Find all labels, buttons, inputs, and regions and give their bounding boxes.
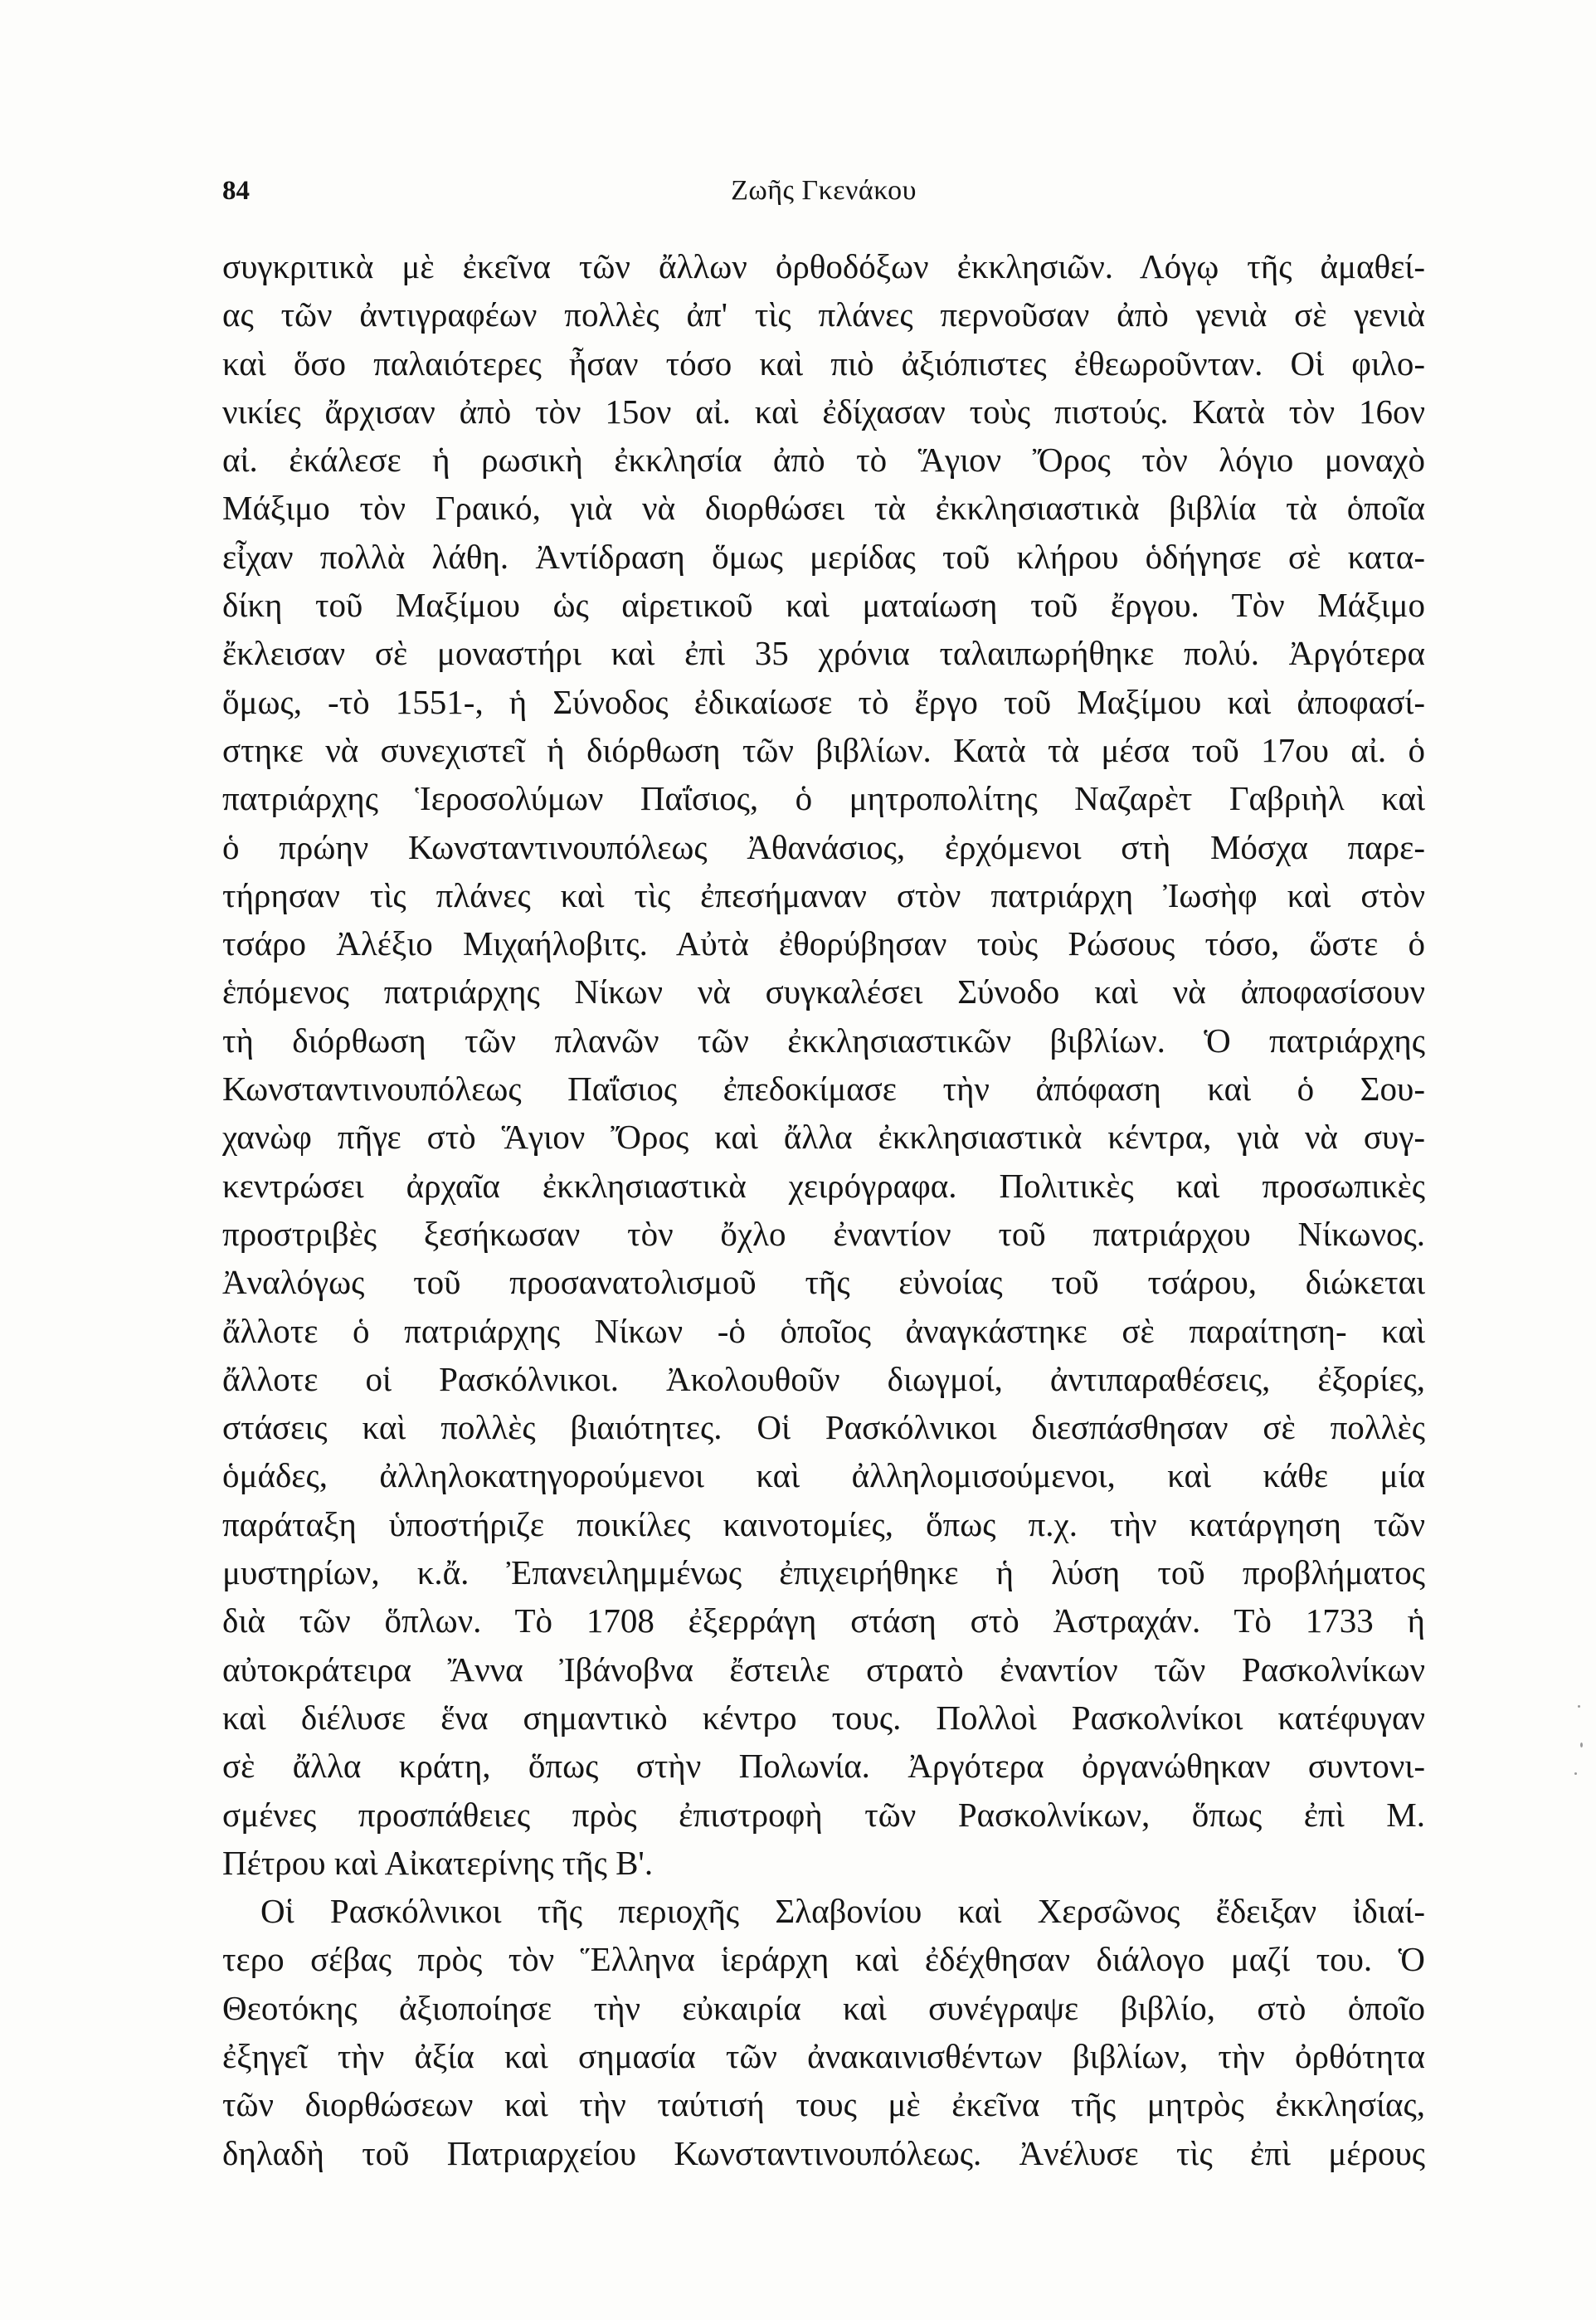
text-line: καὶ ὅσο παλαιότερες ἦσαν τόσο καὶ πιὸ ἀξιόπιστες ἐθεωροῦνταν. Οἱ φιλο- [222,344,1425,383]
text-line: τῶν διορθώσεων καὶ τὴν ταύτισή τους μὲ ἐκεῖνα τῆς μητρὸς ἐκκλησίας, [222,2085,1425,2124]
paragraph [222,1887,1425,2177]
scan-speck [1574,1772,1577,1775]
text-line: τερο σέβας πρὸς τὸν Ἕλληνα ἱεράρχη καὶ ἐδέχθησαν διάλογο μαζί του. Ὁ [222,1940,1425,1979]
text-line: τήρησαν τὶς πλάνες καὶ τὶς ἐπεσήμαναν στὸν πατριάρχη Ἰωσὴφ καὶ στὸν [222,875,1425,914]
text-line: Ἀναλόγως τοῦ προσανατολισμοῦ τῆς εὐνοίας τοῦ τσάρου, διώκεται [222,1263,1425,1302]
text-line: κεντρώσει ἀρχαῖα ἐκκλησιαστικὰ χειρόγραφα. Πολιτικὲς καὶ προσωπικὲς [222,1166,1425,1205]
page-number: 84 [222,176,250,206]
text-line: Θεοτόκης ἀξιοποίησε τὴν εὐκαιρία καὶ συνέγραψε βιβλίο, στὸ ὁποῖο [222,1988,1425,2027]
text-line: παράταξη ὑποστήριζε ποικίλες καινοτομίες, ὅπως π.χ. τὴν κατάργηση τῶν [222,1504,1425,1543]
text-line: χανὼφ πῆγε στὸ Ἅγιον Ὄρος καὶ ἄλλα ἐκκλησιαστικὰ κέντρα, γιὰ νὰ συγ- [222,1118,1425,1157]
text-line: Μάξιμο τὸν Γραικό, γιὰ νὰ διορθώσει τὰ ἐκκλησιαστικὰ βιβλία τὰ ὁποῖα [222,489,1425,528]
text-line: μυστηρίων, κ.ἄ. Ἐπανειλημμένως ἐπιχειρήθηκε ἡ λύση τοῦ προβλήματος [222,1553,1425,1592]
text-line: ὁ πρώην Κωνσταντινουπόλεως Ἀθανάσιος, ἐρχόμενοι στὴ Μόσχα παρε- [222,827,1425,866]
text-line: νικίες ἄρχισαν ἀπὸ τὸν 15ον αἰ. καὶ ἐδίχασαν τοὺς πιστούς. Κατὰ τὸν 16ον [222,392,1425,431]
text-line: ἄλλοτε ὁ πατριάρχης Νίκων -ὁ ὁποῖος ἀναγκάστηκε σὲ παραίτηση- καὶ [222,1311,1425,1350]
text-line: συγκριτικὰ μὲ ἐκεῖνα τῶν ἄλλων ὀρθοδόξων ἐκκλησιῶν. Λόγῳ τῆς ἀμαθεί- [222,247,1425,285]
text-line: ἔκλεισαν σὲ μοναστήρι καὶ ἐπὶ 35 χρόνια ταλαιπωρήθηκε πολύ. Ἀργότερα [222,634,1425,673]
paragraph [222,242,1425,1887]
text-line: Πέτρου καὶ Αἰκατερίνης τῆς Β'. [222,1843,654,1882]
text-line: διὰ τῶν ὅπλων. Τὸ 1708 ἐξερράγη στάση στὸ Ἀστραχάν. Τὸ 1733 ἡ [222,1601,1425,1640]
running-title: Ζωῆς Γκενάκου [731,175,917,206]
text-line: Οἱ Ρασκόλνικοι τῆς περιοχῆς Σλαβονίου καὶ Χερσῶνος ἔδειξαν ἰδιαί- [260,1892,1425,1931]
text-line: σὲ ἄλλα κράτη, ὅπως στὴν Πολωνία. Ἀργότερα ὀργανώθηκαν συντονι- [222,1747,1425,1786]
text-line: στηκε νὰ συνεχιστεῖ ἡ διόρθωση τῶν βιβλίων. Κατὰ τὰ μέσα τοῦ 17ου αἰ. ὁ [222,730,1425,769]
text-line: ἄλλοτε οἱ Ρασκόλνικοι. Ἀκολουθοῦν διωγμοί, ἀντιπαραθέσεις, ἐξορίες, [222,1359,1425,1398]
text-line: Κωνσταντινουπόλεως Παΐσιος ἐπεδοκίμασε τὴν ἀπόφαση καὶ ὁ Σου- [222,1070,1425,1109]
text-line: αὐτοκράτειρα Ἄννα Ἰβάνοβνα ἔστειλε στρατὸ ἐναντίον τῶν Ρασκολνίκων [222,1650,1425,1689]
text-line: ἐξηγεῖ τὴν ἀξία καὶ σημασία τῶν ἀνακαινισθέντων βιβλίων, τὴν ὀρθότητα [222,2036,1425,2075]
text-line: τὴ διόρθωση τῶν πλανῶν τῶν ἐκκλησιαστικῶν βιβλίων. Ὁ πατριάρχης [222,1021,1425,1060]
text-line: προστριβὲς ξεσήκωσαν τὸν ὄχλο ἐναντίον τοῦ πατριάρχου Νίκωνος. [222,1214,1425,1253]
text-line: δηλαδὴ τοῦ Πατριαρχείου Κωνσταντινουπόλεως. Ἀνέλυσε τὶς ἐπὶ μέρους [222,2133,1425,2172]
text-line: ας τῶν ἀντιγραφέων πολλὲς ἀπ' τὶς πλάνες περνοῦσαν ἀπὸ γενιὰ σὲ γενιὰ [222,295,1425,334]
text-line: τσάρο Ἀλέξιο Μιχαήλοβιτς. Αὐτὰ ἐθορύβησαν τοὺς Ρώσους τόσο, ὥστε ὁ [222,924,1425,963]
scan-speck [1580,1742,1583,1747]
text-line: στάσεις καὶ πολλὲς βιαιότητες. Οἱ Ρασκόλνικοι διεσπάσθησαν σὲ πολλὲς [222,1408,1425,1447]
text-line: ὁμάδες, ἀλληλοκατηγορούμενοι καὶ ἀλληλομισούμενοι, καὶ κάθε μία [222,1456,1425,1495]
text-line: καὶ διέλυσε ἕνα σημαντικὸ κέντρο τους. Πολλοὶ Ρασκολνίκοι κατέφυγαν [222,1698,1425,1737]
text-line: εἶχαν πολλὰ λάθη. Ἀντίδραση ὅμως μερίδας τοῦ κλήρου ὁδήγησε σὲ κατα- [222,537,1425,576]
text-line: ἑπόμενος πατριάρχης Νίκων νὰ συγκαλέσει Σύνοδο καὶ νὰ ἀποφασίσουν [222,972,1425,1011]
text-line: πατριάρχης Ἱεροσολύμων Παΐσιος, ὁ μητροπολίτης Ναζαρὲτ Γαβριὴλ καὶ [222,779,1425,818]
running-head [222,171,1425,211]
scan-speck [1578,1705,1580,1708]
body-text [222,242,1425,2177]
text-line: αἰ. ἐκάλεσε ἡ ρωσικὴ ἐκκλησία ἀπὸ τὸ Ἅγιον Ὄρος τὸν λόγιο μοναχὸ [222,441,1425,480]
text-line: ὅμως, -τὸ 1551-, ἡ Σύνοδος ἐδικαίωσε τὸ ἔργο τοῦ Μαξίμου καὶ ἀποφασί- [222,682,1425,721]
text-line: δίκη τοῦ Μαξίμου ὡς αἱρετικοῦ καὶ ματαίωση τοῦ ἔργου. Τὸν Μάξιμο [222,586,1425,625]
text-line: σμένες προσπάθειες πρὸς ἐπιστροφὴ τῶν Ρασκολνίκων, ὅπως ἐπὶ Μ. [222,1795,1425,1834]
